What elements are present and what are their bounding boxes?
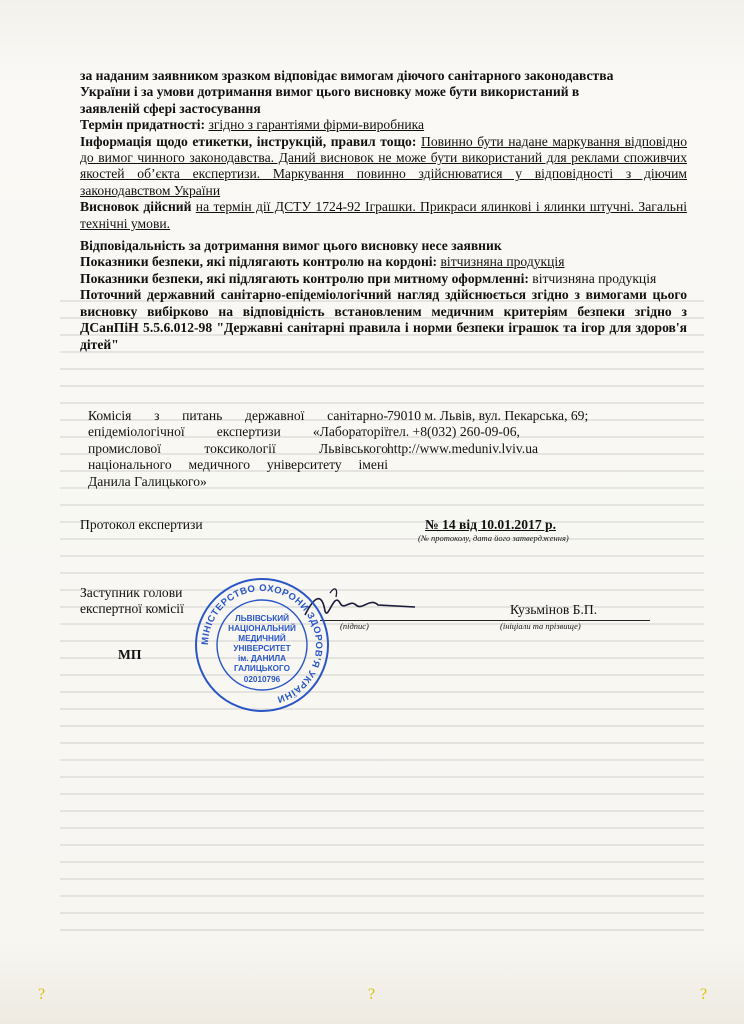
- signatory-title: [80, 585, 184, 618]
- commission-phone: тел. +8(032) 260-09-06,: [387, 424, 520, 440]
- supervision: Поточний державний санітарно-епідеміологічний нагляд здійснюється згідно з вимогами цього висновку вибірково на відповідність встановленим медичним критеріям безпеки згідно з ДСанПіН 5.5.6.012-98 "Державні санітарні правила і норми безпеки іграшок та ігор для здоров'я дітей": [80, 287, 687, 352]
- signatory-title-line2: експертної комісії: [80, 601, 184, 617]
- label-info: [80, 134, 687, 200]
- scan-marker-center: ?: [368, 986, 376, 1003]
- seal-line-6: ГАЛИЦЬКОГО: [234, 664, 290, 673]
- scan-marker-left: ?: [38, 986, 46, 1003]
- protocol-number: № 14 від 10.01.2017 р.: [425, 517, 556, 532]
- border-control-label: Показники безпеки, які підлягають контролю на кордоні:: [80, 254, 438, 270]
- shelf-life-value: згідно з гарантіями фірми-виробника: [208, 117, 425, 133]
- protocol-note: (№ протоколу, дата його затвердження): [418, 533, 569, 543]
- protocol-label: Протокол експертизи: [80, 517, 203, 532]
- signatory-name: Кузьмінов Б.П.: [510, 602, 598, 617]
- commission-address: 79010 м. Львів, вул. Пекарська, 69;: [387, 408, 589, 423]
- validity-value: на термін дії ДСТУ 1724-92 Іграшки. Прикраси ялинкові і ялинки штучні. Загальні технічні умови.: [80, 199, 688, 231]
- customs-control: [80, 271, 687, 287]
- seal-line-3: МЕДИЧНИЙ: [238, 634, 286, 643]
- border-control-value: вітчизняна продукція: [440, 254, 565, 270]
- seal-ring-text: МІНІСТЕРСТВО ОХОРОНИ ЗДОРОВ'Я УКРАЇНИ: [199, 582, 325, 705]
- label-info-value: Повинно бути надане маркування відповідно до вимог чинного законодавства. Даний висновок не може бути використаний для реклами споживчих якостей об’єкта експертизи. Маркування повинно здійснюватися у відповідності з діючим законодавством України: [80, 133, 688, 198]
- signature-note: (підпис): [340, 621, 369, 631]
- seal-line-2: НАЦІОНАЛЬНИЙ: [228, 624, 296, 633]
- validity: [80, 199, 687, 232]
- compliance-line-1: за наданим заявником зразком відповідає вимогам діючого санітарного законодавства: [80, 68, 614, 83]
- commission-name: Комісія з питань державної санітарно-епідеміологічної експертизи «Лабораторії промислової токсикології Львівського національного медичного університету імені Данила Галицького»: [88, 408, 388, 489]
- customs-control-label: Показники безпеки, які підлягають контролю при митному оформленні:: [80, 270, 529, 286]
- seal-line-5: ім. ДАНИЛА: [237, 654, 287, 663]
- seal-line-4: УНІВЕРСИТЕТ: [233, 644, 291, 653]
- conclusion-text: [80, 68, 687, 353]
- shelf-life-label: Термін придатності:: [80, 117, 206, 133]
- scan-marker-right: ?: [700, 986, 708, 1003]
- signature-line: [320, 620, 650, 621]
- compliance-line-3: заявленій сфері застосування: [80, 100, 261, 116]
- signatory-title-line1: Заступник голови: [80, 585, 183, 600]
- validity-label: Висновок дійсний: [80, 199, 192, 215]
- shelf-life: [80, 117, 687, 133]
- commission-url: http://www.meduniv.lviv.ua: [387, 440, 539, 456]
- name-note: (ініціали та прізвище): [500, 621, 581, 631]
- customs-control-value: вітчизняна продукція: [532, 270, 657, 286]
- seal-line-1: ЛЬВІВСЬКИЙ: [235, 614, 289, 623]
- official-round-seal: [192, 575, 332, 715]
- label-info-label: Інформація щодо етикетки, інструкцій, правил тощо:: [80, 133, 417, 149]
- responsibility: Відповідальність за дотримання вимог цього висновку несе заявник: [80, 238, 502, 254]
- stamp-place-label: МП: [118, 647, 142, 662]
- compliance-line-2: України і за умови дотримання вимог цього висновку може бути використаний в: [80, 84, 580, 100]
- seal-code: 02010796: [243, 675, 281, 684]
- commission-contacts: [387, 408, 687, 457]
- border-control: [80, 254, 687, 270]
